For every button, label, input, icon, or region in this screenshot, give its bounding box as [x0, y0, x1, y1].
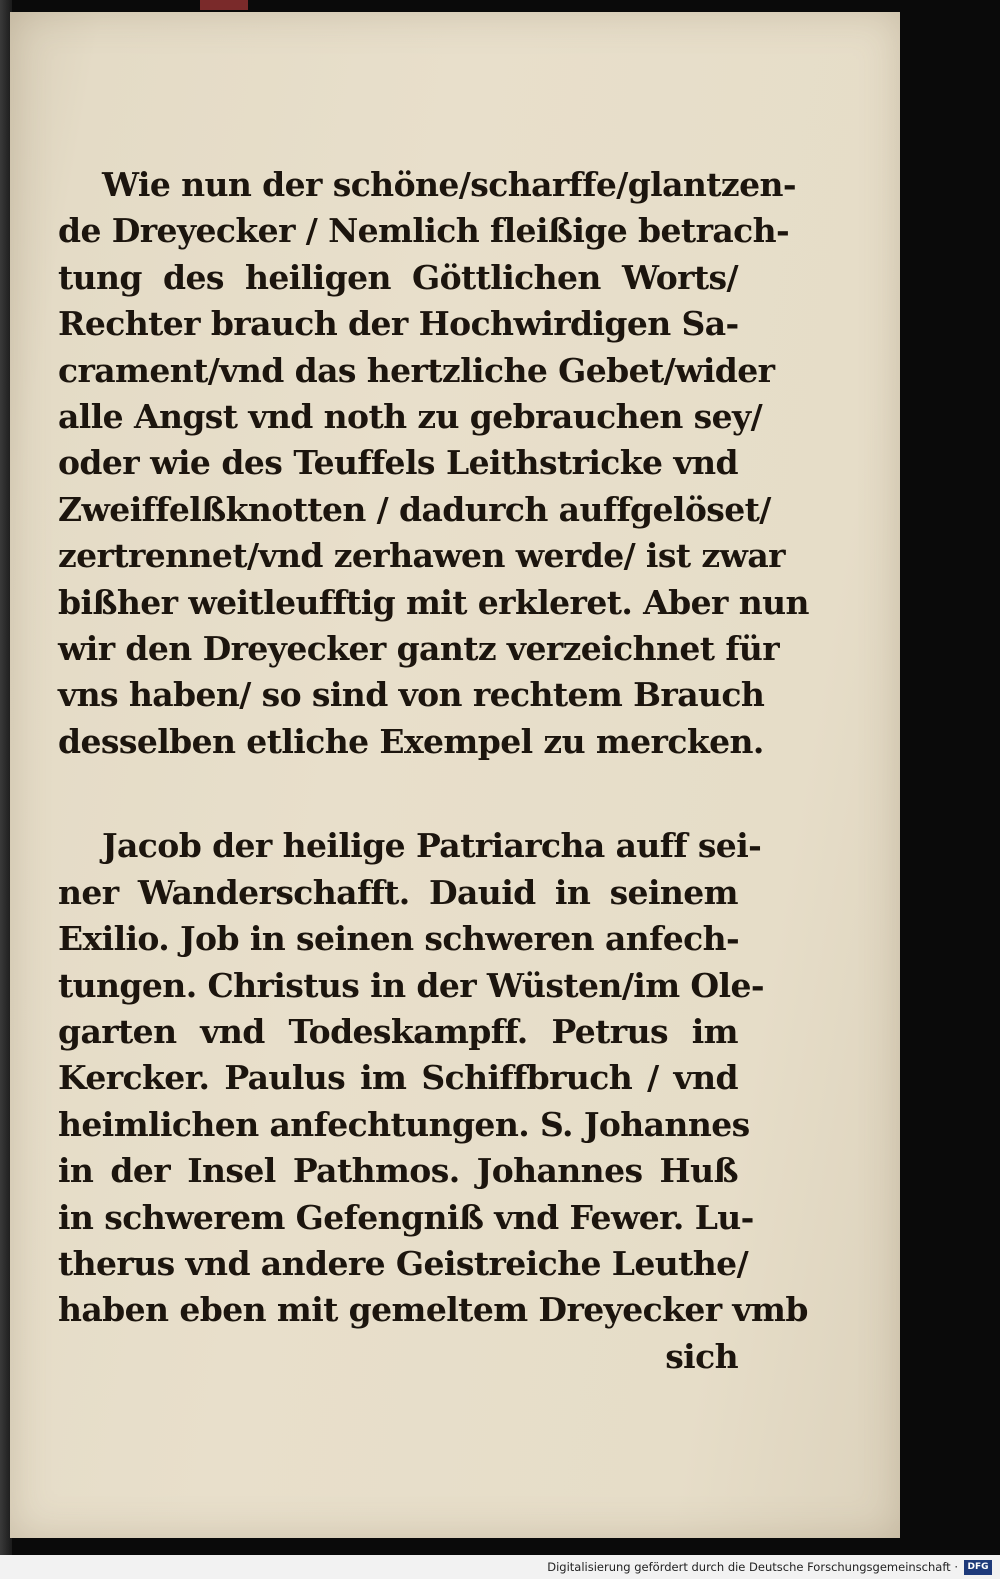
text-line: haben eben mit gemeltem Dreyecker vmb	[58, 1290, 808, 1330]
text-line: Rechter brauch der Hochwirdigen Sa-	[58, 304, 739, 344]
paragraph-1	[58, 162, 809, 765]
catchword: sich	[665, 1336, 738, 1376]
footer-bar	[0, 1555, 1000, 1579]
page-text-block	[58, 162, 809, 1380]
text-line: desselben etliche Exempel zu mercken.	[58, 721, 764, 761]
dfg-logo: DFG	[964, 1560, 992, 1575]
text-line: in der Insel Pathmos. Johannes Huß	[58, 1151, 738, 1191]
text-line: ner Wanderschafft. Dauid in seinem	[58, 872, 738, 912]
text-line: wir den Dreyecker gantz verzeichnet für	[58, 629, 780, 669]
text-line: therus vnd andere Geistreiche Leuthe/	[58, 1243, 749, 1283]
text-line: Zweiffelßknotten / dadurch auffgelöset/	[58, 489, 771, 529]
text-line: zertrennet/vnd zerhawen werde/ ist zwar	[58, 536, 785, 576]
text-line: tungen. Christus in der Wüsten/im Ole-	[58, 965, 764, 1005]
text-line: de Dreyecker / Nemlich fleißige betrach-	[58, 211, 790, 251]
book-page	[10, 12, 900, 1538]
bookmark-tab	[200, 0, 248, 10]
text-line: oder wie des Teuffels Leithstricke vnd	[58, 443, 738, 483]
text-line: tung des heiligen Göttlichen Worts/	[58, 257, 738, 297]
text-line: heimlichen anfechtungen. S. Johannes	[58, 1104, 750, 1144]
text-line: Kercker. Paulus im Schiffbruch / vnd	[58, 1058, 738, 1098]
text-line: Exilio. Job in seinen schweren anfech-	[58, 919, 740, 959]
text-line: garten vnd Todeskampff. Petrus im	[58, 1011, 738, 1051]
text-line: in schwerem Gefengniß vnd Fewer. Lu-	[58, 1197, 754, 1237]
text-line: Jacob der heilige Patriarcha auff sei-	[102, 826, 762, 866]
text-line: alle Angst vnd noth zu gebrauchen sey/	[58, 397, 763, 437]
text-line: Wie nun der schöne/scharffe/glantzen-	[102, 165, 796, 204]
paragraph-2	[58, 823, 808, 1380]
text-line: vns haben/ so sind von rechtem Brauch	[58, 675, 765, 715]
text-line: bißher weitleufftig mit erkleret. Aber nun	[58, 582, 809, 622]
funding-credit: Digitalisierung gefördert durch die Deutsche Forschungsgemeinschaft ·	[547, 1560, 958, 1574]
text-line: crament/vnd das hertzliche Gebet/wider	[58, 350, 775, 390]
